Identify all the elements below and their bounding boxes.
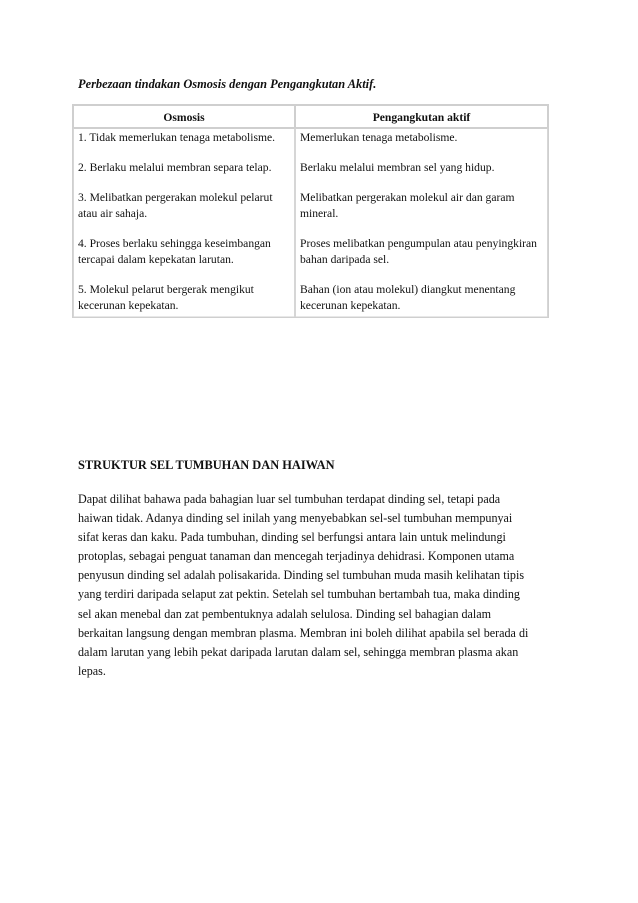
cell-text: Melibatkan pergerakan molekul air dan garam mineral. xyxy=(300,191,515,220)
cell-text: 1. Tidak memerlukan tenaga metabolisme. xyxy=(78,131,276,145)
table-row xyxy=(73,282,548,317)
active-transport-cell xyxy=(295,282,548,317)
osmosis-cell xyxy=(73,236,295,282)
osmosis-cell xyxy=(73,160,295,190)
cell-text: 2. Berlaku melalui membran separa telap. xyxy=(78,161,272,175)
paragraph-line: berkaitan langsung dengan membran plasma. Membran ini boleh dilihat apabila sel berada di xyxy=(78,625,529,640)
cell-text: 3. Melibatkan pergerakan molekul pelarut atau air sahaja. xyxy=(78,191,273,220)
cell-text: 4. Proses berlaku sehingga keseimbangan tercapai dalam kepekatan larutan. xyxy=(78,237,271,266)
active-transport-cell xyxy=(295,236,548,282)
paragraph-line: yang terdiri daripada selaput zat pektin. Setelah sel tumbuhan bertambah tua, maka dinding xyxy=(78,587,520,602)
paragraph-line: lepas. xyxy=(78,663,106,678)
paragraph-line: sifat keras dan kaku. Pada tumbuhan, dinding sel berfungsi antara lain untuk melindungi xyxy=(78,530,506,545)
osmosis-cell xyxy=(73,282,295,317)
paragraph-line: Dapat dilihat bahawa pada bahagian luar sel tumbuhan terdapat dinding sel, tetapi pada xyxy=(78,492,501,506)
active-transport-cell xyxy=(295,190,548,236)
header-osmosis: Osmosis xyxy=(73,105,295,128)
active-transport-cell xyxy=(295,128,548,160)
paragraph-line: penyusun dinding sel adalah polisakarida. Dinding sel tumbuhan muda masih kelihatan tipis xyxy=(78,568,525,583)
osmosis-cell xyxy=(73,128,295,160)
cell-text: Memerlukan tenaga metabolisme. xyxy=(300,131,458,145)
paragraph-line: haiwan tidak. Adanya dinding sel inilah yang menyebabkan sel-sel tumbuhan mempunyai xyxy=(78,511,513,526)
cell-text: Berlaku melalui membran sel yang hidup. xyxy=(300,161,495,175)
section-heading: STRUKTUR SEL TUMBUHAN DAN HAIWAN xyxy=(78,458,335,472)
table-header-row xyxy=(73,105,548,128)
paragraph-line: protoplas, sebagai penguat tanaman dan mencegah terjadinya dehidrasi. Komponen utama xyxy=(78,549,515,564)
header-pengangkutan-aktif: Pengangkutan aktif xyxy=(295,105,548,128)
cell-text: Bahan (ion atau molekul) diangkut menentang kecerunan kepekatan. xyxy=(300,283,516,312)
body-paragraph xyxy=(78,490,562,681)
table-row xyxy=(73,190,548,236)
paragraph-line: dalam larutan yang lebih pekat daripada larutan dalam sel, sehingga membran plasma akan xyxy=(78,644,519,659)
cell-text: Proses melibatkan pengumpulan atau penyingkiran bahan daripada sel. xyxy=(300,237,537,266)
osmosis-cell xyxy=(73,190,295,236)
comparison-table xyxy=(72,104,549,318)
table-caption: Perbezaan tindakan Osmosis dengan Pengangkutan Aktif. xyxy=(78,77,377,91)
cell-text: 5. Molekul pelarut bergerak mengikut kecerunan kepekatan. xyxy=(78,283,254,312)
active-transport-cell xyxy=(295,160,548,190)
table-row xyxy=(73,160,548,190)
table-row xyxy=(73,128,548,160)
paragraph-line: sel akan menebal dan zat pembentuknya adalah selulosa. Dinding sel bahagian dalam xyxy=(78,606,492,621)
table-row xyxy=(73,236,548,282)
